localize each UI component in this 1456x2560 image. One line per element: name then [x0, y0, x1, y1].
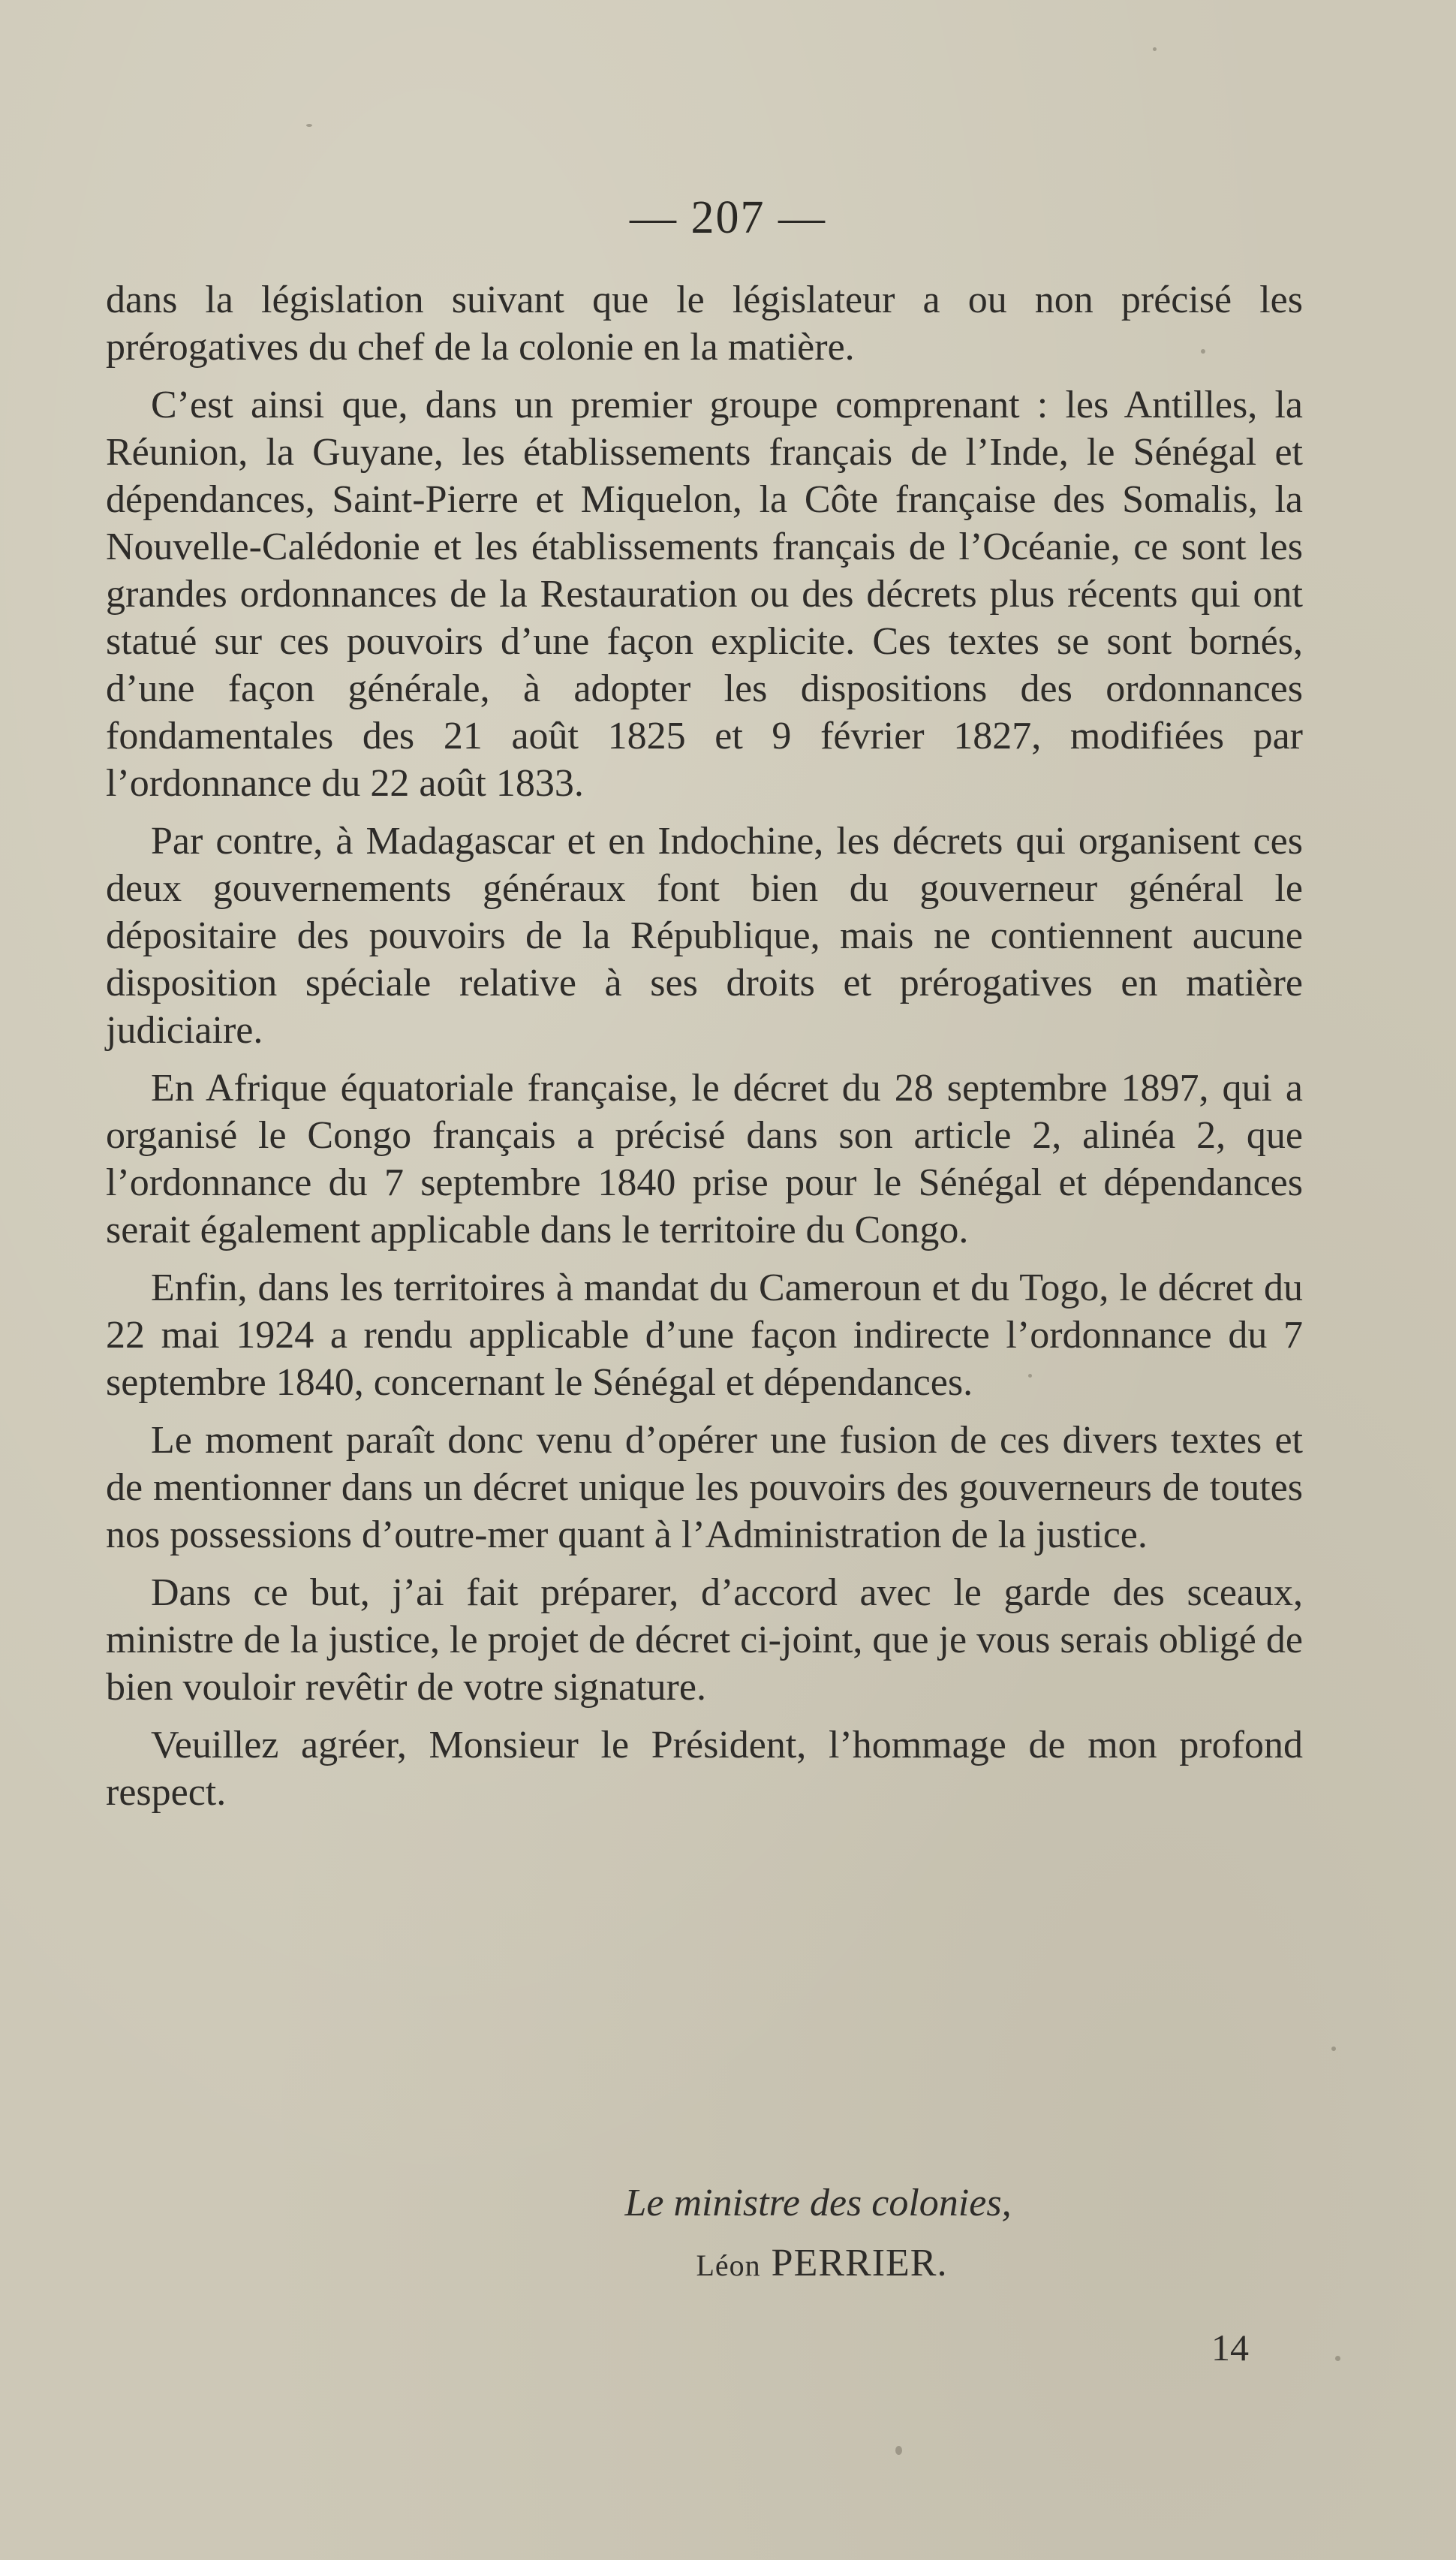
signature-title: Le ministre des colonies,	[624, 2182, 1012, 2224]
paragraph: Le moment paraît donc venu d’opérer une fusion de ces divers textes et de mentionner dans un décret unique les pouvoirs des gouverneurs de toutes nos possessions d’outre-mer quant à l’Administration de la justice.	[106, 1419, 1303, 1556]
paragraph: Enfin, dans les territoires à mandat du Cameroun et du Togo, le décret du 22 mai 1924 a rendu applicable d’une façon indirecte l’ordonnance du 7 septembre 1840, concernant le Sénégal et dépendances.	[106, 1266, 1303, 1404]
body-text	[106, 276, 1303, 1827]
signature-last-name: PERRIER.	[771, 2242, 948, 2284]
paragraph: Dans ce but, j’ai fait préparer, d’accord avec le garde des sceaux, ministre de la justice, le projet de décret ci-joint, que je vous serais obligé de bien vouloir revêtir de votre signature.	[106, 1571, 1303, 1709]
paragraph: Veuillez agréer, Monsieur le Président, l’hommage de mon profond respect.	[106, 1724, 1303, 1814]
page-number: — 207 —	[630, 192, 826, 243]
signature-mark: 14	[1211, 2327, 1249, 2369]
paper-speck	[1335, 2356, 1340, 2361]
paragraph: En Afrique équatoriale française, le décret du 28 septembre 1897, qui a organisé le Congo français a précisé dans son article 2, alinéa 2, que l’ordonnance du 7 septembre 1840 prise pour le Sénégal et dépendances serait également applicable dans le territoire du Congo.	[106, 1067, 1303, 1251]
signature-first-name: Léon	[696, 2248, 761, 2282]
paper-speck	[1331, 2046, 1336, 2051]
paper-speck	[306, 124, 312, 127]
paragraph: dans la législation suivant que le législateur a ou non précisé les prérogatives du chef de la colonie en la matière.	[106, 279, 1303, 369]
signature-name	[0, 2241, 1456, 2285]
paper-speck	[1153, 47, 1157, 51]
paper-speck	[895, 2446, 902, 2455]
paragraph: Par contre, à Madagascar et en Indochine, les décrets qui organisent ces deux gouvernements généraux font bien du gouverneur général le dépositaire des pouvoirs de la République, mais ne contiennent aucune disposition spéciale relative à ses droits et prérogatives en matière judiciaire.	[106, 820, 1303, 1052]
paragraph: C’est ainsi que, dans un premier groupe comprenant : les Antilles, la Réunion, la Guyane, les établissements français de l’Inde, le Sénégal et dépendances, Saint-Pierre et Miquelon, la Côte française des Somalis, la Nouvelle-Calédonie et les établissements français de l’Océanie, ce sont les grandes ordonnances de la Restauration ou des décrets plus récents qui ont statué sur ces pouvoirs d’une façon explicite. Ces textes se sont bornés, d’une façon générale, à adopter les dispositions des ordonnances fondamentales des 21 août 1825 et 9 février 1827, modifiées par l’ordonnance du 22 août 1833.	[106, 384, 1303, 805]
